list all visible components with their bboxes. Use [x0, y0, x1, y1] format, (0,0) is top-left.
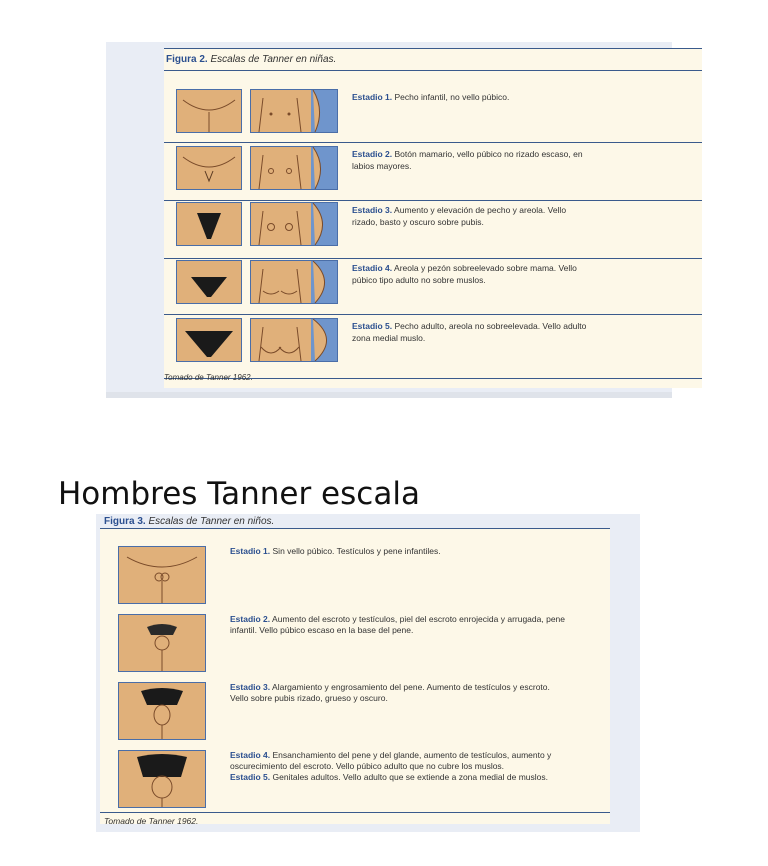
figure-3-boys [96, 514, 640, 832]
figure-3-credit: Tomado de Tanner 1962. [104, 816, 199, 826]
divider [100, 812, 610, 813]
pubic-illustration [176, 89, 242, 133]
girls-stage-row [176, 318, 706, 364]
stage-description: Estadio 1. Pecho infantil, no vello púbico. [352, 92, 510, 102]
pubic-illustration [176, 260, 242, 304]
figure-2-title: Figura 2. Escalas de Tanner en niñas. [166, 54, 337, 65]
breast-illustration [250, 202, 338, 246]
genital-illustration [118, 750, 206, 808]
stage-description: Estadio 2. Aumento del escroto y testículos, piel del escroto enrojecida y arrugada, pene infantil. Vello púbico escaso en la base del pene. [230, 614, 565, 635]
divider [164, 48, 702, 49]
boys-stage-row [118, 614, 598, 674]
pubic-illustration [176, 146, 242, 190]
genital-illustration [118, 614, 206, 672]
breast-illustration [250, 89, 338, 133]
girls-stage-row [176, 146, 706, 192]
stage-description: Estadio 3. Alargamiento y engrosamiento del pene. Aumento de testículos y escroto. Vello sobre pubis rizado, grueso y oscuro. [230, 682, 550, 703]
girls-stage-row [176, 260, 706, 306]
girls-stage-row [176, 202, 706, 248]
boys-stage-row [118, 682, 598, 742]
breast-illustration [250, 260, 338, 304]
boys-stage-row [118, 750, 598, 810]
stage-description: Estadio 5. Pecho adulto, areola no sobreelevada. Vello adulto zona medial muslo. [352, 321, 587, 343]
divider [164, 142, 702, 143]
divider [164, 258, 702, 259]
breast-illustration [250, 146, 338, 190]
stage-description: Estadio 1. Sin vello púbico. Testículos y pene infantiles. [230, 546, 441, 556]
breast-illustration [250, 318, 338, 362]
stage-description: Estadio 4. Ensanchamiento del pene y del glande, aumento de testículos, aumento y oscurecimiento del escroto. Vello púbico adulto que no cubre los muslos. Estadio 5. Genitales adultos. Vello adulto que se extiende a zona medial de muslos. [230, 750, 552, 782]
divider [164, 70, 702, 71]
divider [100, 528, 610, 529]
figure-3-title: Figura 3. Escalas de Tanner en niños. [104, 516, 275, 527]
figure-2-bottom-bar [106, 392, 672, 398]
boys-stage-row [118, 546, 598, 606]
section-heading: Hombres Tanner escala [58, 476, 420, 512]
girls-stage-row [176, 89, 706, 135]
divider [164, 314, 702, 315]
stage-description: Estadio 4. Areola y pezón sobreelevado sobre mama. Vello púbico tipo adulto no sobre muslos. [352, 263, 577, 285]
figure-2-girls [106, 42, 672, 398]
figure-2-credit: Tomado de Tanner 1962. [164, 373, 253, 382]
genital-illustration [118, 682, 206, 740]
pubic-illustration [176, 318, 242, 362]
genital-illustration [118, 546, 206, 604]
divider [164, 200, 702, 201]
pubic-illustration [176, 202, 242, 246]
stage-description: Estadio 2. Botón mamario, vello púbico no rizado escaso, en labios mayores. [352, 149, 583, 171]
stage-description: Estadio 3. Aumento y elevación de pecho y areola. Vello rizado, basto y oscuro sobre pubis. [352, 205, 567, 227]
